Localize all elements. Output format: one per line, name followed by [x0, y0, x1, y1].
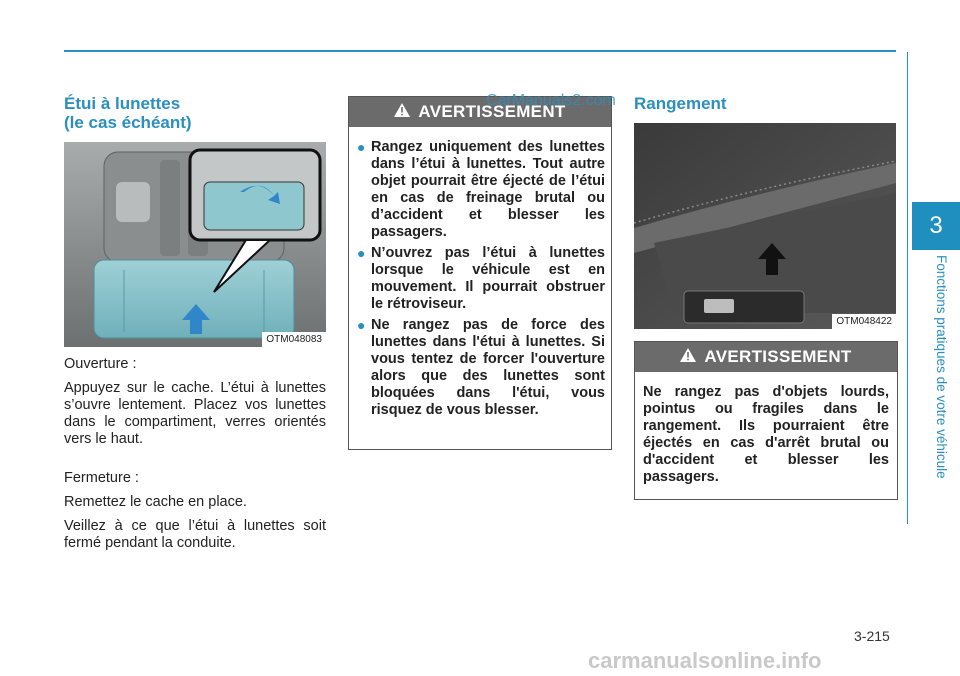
warning-item: ● Rangez uniquement des lunettes dans l’étui à lunettes. Tout autre objet pourrait être éjecté de l’étui en cas de freinage brutal ou d’accident et blesser les passagers.: [357, 139, 605, 240]
section-title-storage: Rangement: [634, 94, 727, 113]
section-title-line2: (le cas échéant): [64, 113, 192, 132]
warning-item: ● Ne rangez pas de force des lunettes dans l'étui à lunettes. Si vous tentez de forcer l'ouverture alors que des lunettes sont bloquées dans l'étui, vous risquez de vous blesser.: [357, 317, 605, 418]
warning-box-storage: [634, 341, 898, 500]
warning-item: ● N’ouvrez pas l’étui à lunettes lorsque le véhicule est en mouvement. Il pourrait obstruer le rétroviseur.: [357, 245, 605, 312]
bullet-dot-icon: ●: [357, 139, 366, 155]
photo-code: OTM048422: [832, 314, 896, 329]
section-title-glasses-holder: [64, 94, 192, 132]
watermark-bottom: carmanualsonline.info: [588, 648, 822, 673]
page-number: 3-215: [854, 628, 890, 644]
warning-title: AVERTISSEMENT: [704, 347, 852, 366]
photo-code: OTM048083: [262, 332, 326, 347]
watermark-top: CarManuals2.com: [486, 92, 616, 109]
paragraph-closing-label: Fermeture :: [64, 470, 139, 486]
paragraph-closing-text: Remettez le cache en place.: [64, 494, 247, 510]
warning-header: [635, 342, 897, 372]
paragraph-opening-label: Ouverture :: [64, 356, 137, 372]
storage-photo: [634, 123, 896, 329]
left-body-text: [64, 356, 326, 559]
overhead-console-illustration: [64, 142, 326, 347]
paragraph-driving-note: Veillez à ce que l’étui à lunettes soit fermé pendant la conduite.: [64, 518, 326, 551]
chapter-number: 3: [929, 212, 943, 239]
side-rule: [907, 52, 908, 524]
dashboard-storage-illustration: [634, 123, 896, 329]
warning-triangle-icon: [680, 347, 696, 367]
chapter-title: Fonctions pratiques de votre véhicule: [934, 255, 949, 479]
bullet-dot-icon: ●: [357, 317, 366, 333]
bullet-dot-icon: ●: [357, 245, 366, 261]
glasses-holder-photo: [64, 142, 326, 347]
top-rule: [64, 50, 896, 52]
section-title-line1: Étui à lunettes: [64, 94, 181, 113]
paragraph-opening-text: Appuyez sur le cache. L’étui à lunettes s’ouvre lentement. Placez vos lunettes dans le compartiment, verres orientés vers le haut.: [64, 380, 326, 447]
warning-title: AVERTISSEMENT: [418, 102, 566, 121]
warning-triangle-icon: [394, 102, 410, 122]
warning-text: Ne rangez pas d'objets lourds, pointus ou fragiles dans le rangement. Ils pourraient être éjectés en cas d'arrêt brutal ou d'accident et blesser les passagers.: [643, 384, 889, 485]
warning-box-glasses: [348, 96, 612, 450]
chapter-tab[interactable]: [912, 202, 960, 250]
warning-list: [349, 139, 611, 419]
